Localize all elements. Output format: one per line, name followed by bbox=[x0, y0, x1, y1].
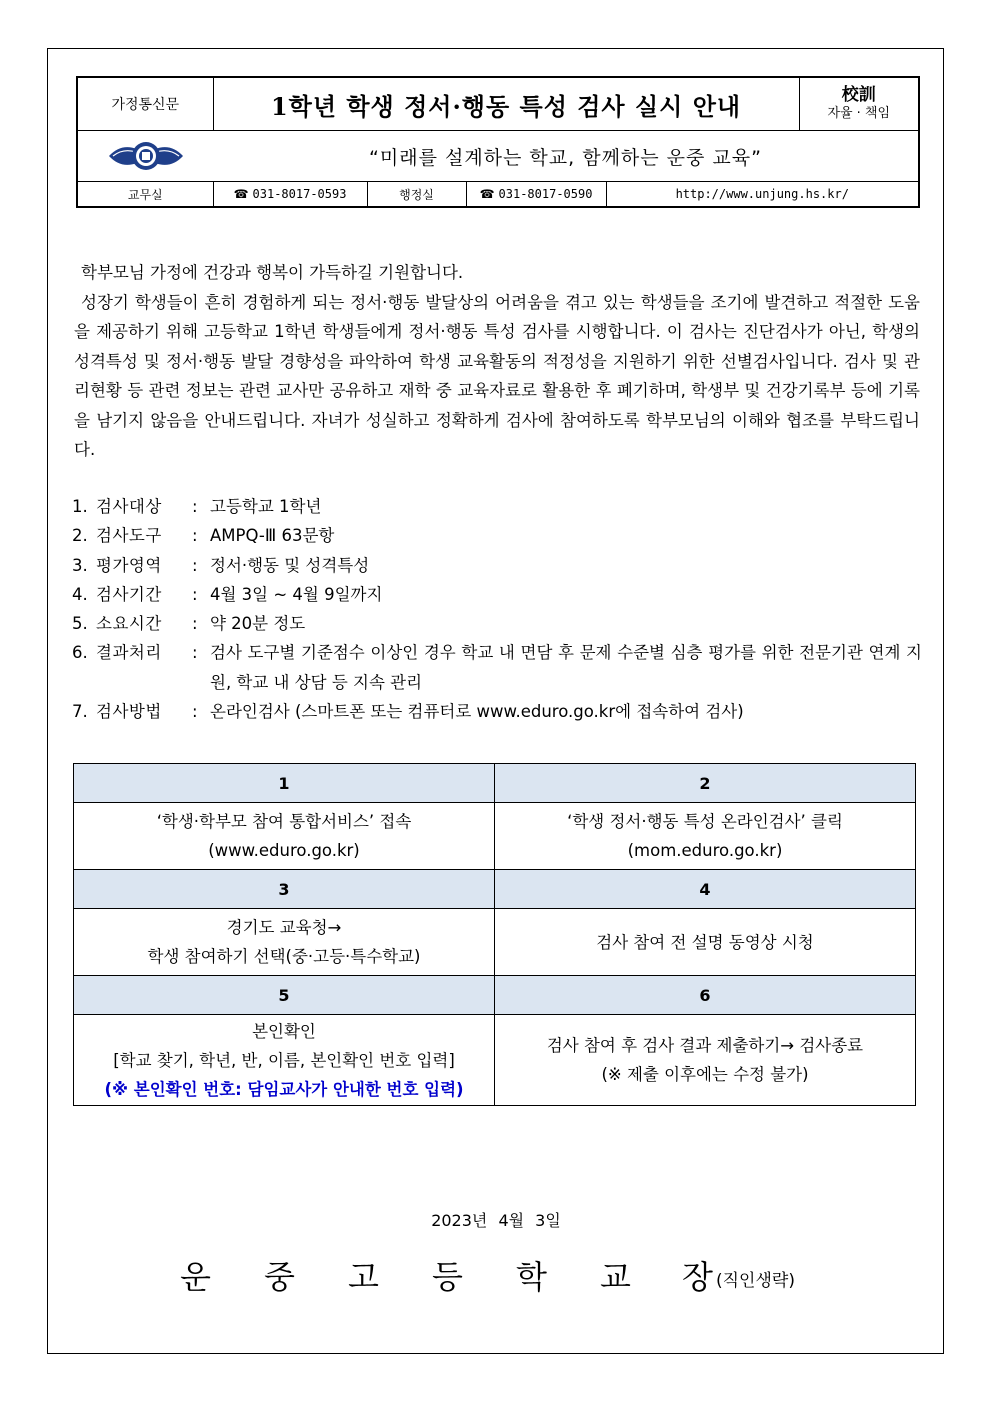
signer-char: 교 bbox=[600, 1258, 631, 1296]
greeting: 학부모님 가정에 건강과 행복이 가득하길 기원합니다. bbox=[81, 263, 464, 282]
item-colon: : bbox=[192, 584, 198, 604]
step-cell bbox=[495, 803, 916, 870]
step-cell bbox=[74, 909, 495, 976]
list-item bbox=[72, 697, 922, 726]
letter-body bbox=[74, 258, 920, 465]
step-line: 학생 참여하기 선택(중·고등·특수학교) bbox=[147, 947, 421, 966]
item-label: 결과처리 bbox=[96, 643, 162, 663]
step-line: ‘학생 정서·행동 특성 온라인검사’ 클릭 bbox=[567, 812, 843, 831]
item-label: 검사도구 bbox=[96, 526, 162, 546]
item-label: 평가영역 bbox=[96, 555, 162, 575]
step-line: (※ 제출 이후에는 수정 불가) bbox=[601, 1065, 809, 1084]
item-colon: : bbox=[192, 643, 198, 663]
item-number: 2. bbox=[72, 526, 88, 546]
school-motto bbox=[799, 77, 919, 131]
signer-char: 중 bbox=[264, 1258, 295, 1296]
phone-icon: ☎ bbox=[233, 187, 249, 201]
item-number: 3. bbox=[72, 555, 88, 575]
signer-char: 운 bbox=[180, 1258, 211, 1296]
step-number: 5 bbox=[74, 976, 495, 1015]
item-number: 7. bbox=[72, 702, 88, 722]
list-item bbox=[72, 609, 922, 638]
step-number: 6 bbox=[495, 976, 916, 1015]
signer-char: 등 bbox=[432, 1258, 463, 1296]
step-cell bbox=[74, 1015, 495, 1106]
item-value: AMPQ-Ⅲ 63문항 bbox=[210, 526, 335, 546]
office2-label: 행정실 bbox=[367, 182, 466, 208]
step-cell bbox=[495, 1015, 916, 1106]
item-value: 고등학교 1학년 bbox=[210, 497, 322, 516]
step-number: 4 bbox=[495, 870, 916, 909]
item-colon: : bbox=[192, 497, 198, 516]
office2-phone bbox=[466, 182, 606, 208]
office1-phone bbox=[213, 182, 367, 208]
item-label: 검사방법 bbox=[96, 702, 162, 722]
office1-phone-number: 031-8017-0593 bbox=[252, 187, 347, 201]
step-line: 검사 참여 후 검사 결과 제출하기→ 검사종료 bbox=[546, 1036, 864, 1055]
phone-icon: ☎ bbox=[479, 187, 495, 201]
step-cell bbox=[74, 803, 495, 870]
doc-type: 가정통신문 bbox=[77, 77, 213, 131]
letter-header bbox=[76, 76, 920, 208]
step-number: 3 bbox=[74, 870, 495, 909]
list-item bbox=[72, 492, 922, 521]
school-logo bbox=[77, 131, 213, 182]
item-colon: : bbox=[192, 526, 198, 546]
step-line: [학교 찾기, 학년, 반, 이름, 본인확인 번호 입력] bbox=[113, 1050, 455, 1070]
step-line: (www.eduro.go.kr) bbox=[208, 841, 360, 860]
seal-note: (직인생략) bbox=[716, 1271, 795, 1291]
item-value: 약 20분 정도 bbox=[210, 614, 306, 634]
item-value: 검사 도구별 기준점수 이상인 경우 학교 내 면담 후 문제 수준별 심층 평가를 위한 전문기관 연계 지원, 학교 내 상담 등 지속 관리 bbox=[210, 643, 922, 692]
item-colon: : bbox=[192, 614, 198, 634]
website-link[interactable]: http://www.unjung.hs.kr/ bbox=[606, 182, 919, 208]
step-line: (mom.eduro.go.kr) bbox=[627, 841, 783, 860]
item-value: 정서·행동 및 성격특성 bbox=[210, 555, 370, 575]
step-line: ‘학생·학부모 참여 통합서비스’ 접속 bbox=[156, 812, 412, 831]
item-label: 검사기간 bbox=[96, 584, 162, 604]
list-item bbox=[72, 638, 922, 697]
item-label: 소요시간 bbox=[96, 614, 162, 634]
page-title: 1학년 학생 정서·행동 특성 검사 실시 안내 bbox=[213, 77, 799, 131]
item-number: 5. bbox=[72, 614, 88, 634]
list-item bbox=[72, 580, 922, 609]
exam-info-list bbox=[72, 492, 922, 726]
issue-date: 2023년 4월 3일 bbox=[431, 1211, 561, 1230]
item-number: 6. bbox=[72, 643, 88, 663]
list-item bbox=[72, 521, 922, 550]
school-principal-signature bbox=[180, 1252, 820, 1302]
office2-phone-number: 031-8017-0590 bbox=[498, 187, 593, 201]
office1-label: 교무실 bbox=[77, 182, 213, 208]
step-line: 경기도 교육청→ bbox=[226, 918, 342, 937]
item-label: 검사대상 bbox=[96, 497, 162, 516]
procedure-table bbox=[73, 763, 916, 1106]
item-value: 4월 3일 ~ 4월 9일까지 bbox=[210, 584, 383, 604]
item-value: 온라인검사 (스마트폰 또는 컴퓨터로 www.eduro.go.kr에 접속하여 검사) bbox=[210, 702, 744, 722]
school-emblem-icon bbox=[107, 139, 185, 173]
motto-values: 자율 · 책임 bbox=[827, 106, 891, 121]
step-line: 검사 참여 전 설명 동영상 시청 bbox=[596, 932, 814, 952]
item-number: 1. bbox=[72, 497, 88, 516]
school-slogan: “미래를 설계하는 학교, 함께하는 운중 교육” bbox=[213, 131, 919, 182]
item-number: 4. bbox=[72, 584, 88, 604]
step-note: (※ 본인확인 번호: 담임교사가 안내한 번호 입력) bbox=[104, 1079, 464, 1099]
signer-char: 고 bbox=[348, 1258, 379, 1296]
signer-char: 장 bbox=[682, 1258, 713, 1296]
item-colon: : bbox=[192, 702, 198, 722]
step-line: 본인확인 bbox=[252, 1021, 316, 1041]
step-number: 2 bbox=[495, 764, 916, 803]
step-cell bbox=[495, 909, 916, 976]
item-colon: : bbox=[192, 555, 198, 575]
list-item bbox=[72, 551, 922, 580]
intro-paragraph: 성장기 학생들이 흔히 경험하게 되는 정서·행동 발달상의 어려움을 겪고 있는 학생들을 조기에 발견하고 적절한 도움을 제공하기 위해 고등학교 1학년 학생들에게 정서·행동 특성 검사를 시행합니다. 이 검사는 진단검사가 아닌, 학생의 성격특성 및 정서·행동 발달 경향성을 파악하여 학생 교육활동의 적정성을 지원하기 위한 선별검사입니다. 검사 및 관리현황 등 관련 정보는 관련 교사만 공유하고 재학 중 교육자료로 활용한 후 폐기하며, 학생부 및 건강기록부 등에 기록을 남기지 않음을 안내드립니다. 자녀가 성실하고 정확하게 검사에 참여하도록 학부모님의 이해와 협조를 부탁드립니다. bbox=[74, 292, 920, 459]
signer-char: 학 bbox=[516, 1258, 547, 1296]
step-number: 1 bbox=[74, 764, 495, 803]
motto-title: 校訓 bbox=[841, 85, 876, 105]
